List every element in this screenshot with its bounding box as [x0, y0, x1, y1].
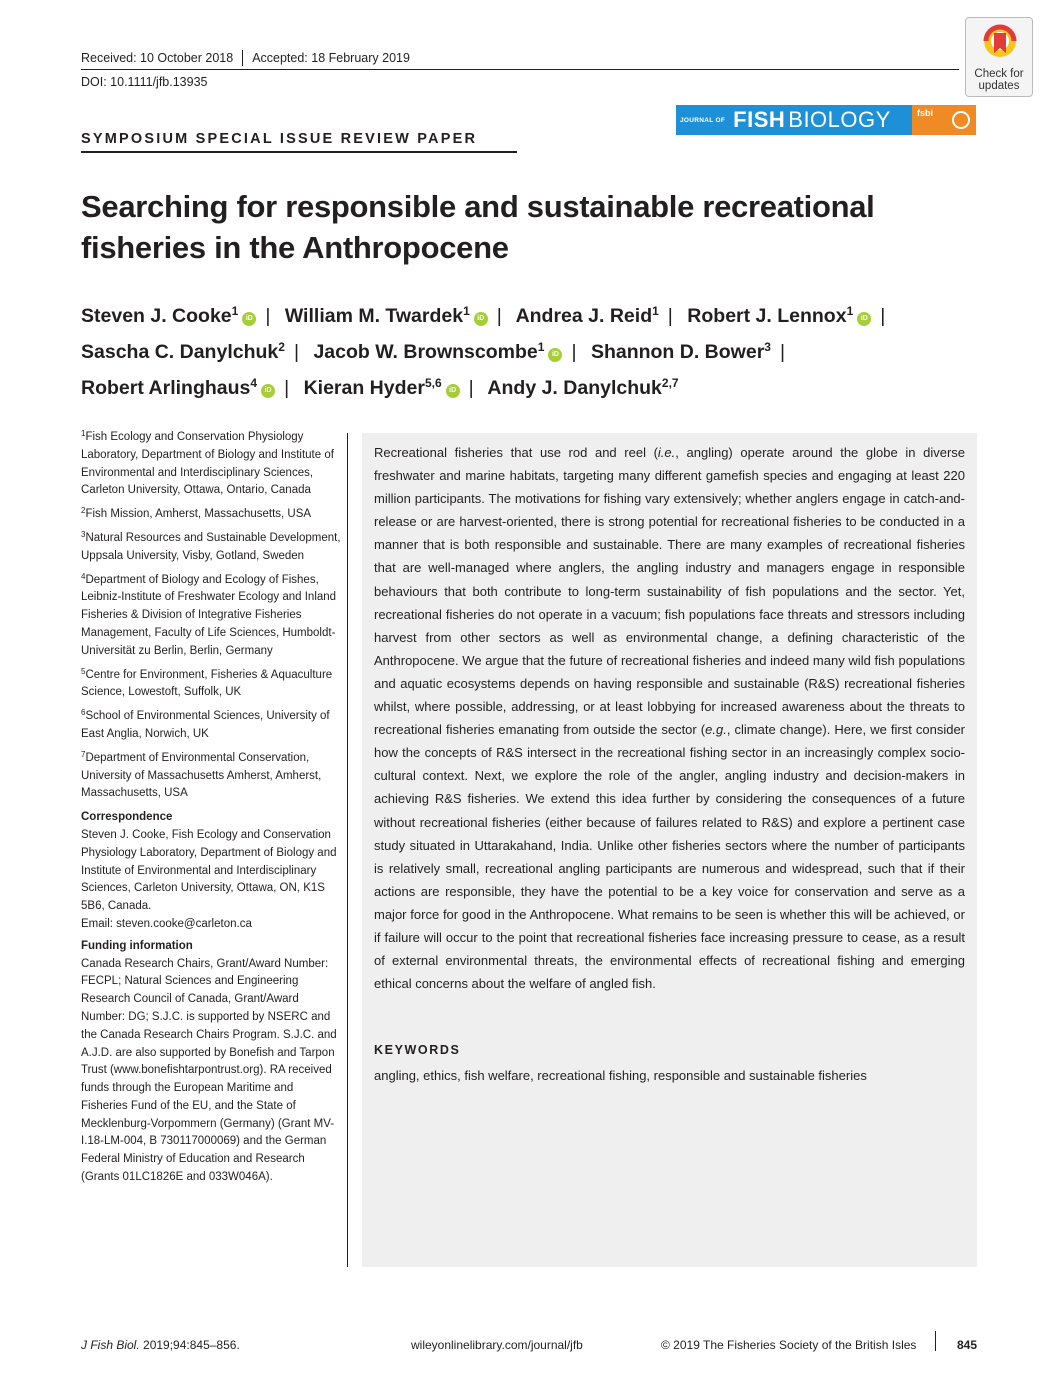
affiliation-number: 4 [81, 571, 86, 581]
affiliation-number: 1 [81, 429, 86, 438]
abstract [374, 441, 965, 995]
article-info-column [81, 429, 343, 1187]
date-separator [242, 50, 243, 66]
author-affil-sup: 1 [846, 304, 854, 318]
keywords-list: angling, ethics, fish welfare, recreational fishing, responsible and sustainable fisheries [374, 1068, 867, 1083]
section-rule [81, 151, 517, 153]
affiliation-number: 3 [81, 529, 86, 539]
affiliation-text: Department of Biology and Ecology of Fishes, Leibniz-Institute of Freshwater Ecology and Inland Fisheries & Division of Integrative Fisheries Management, Faculty of Life Sciences, Humboldt-Universität zu Berlin, Berlin, Germany [81, 573, 337, 657]
author-affil-sup: 5,6 [424, 376, 442, 390]
author-name: Steven J. Cooke [81, 305, 232, 327]
author[interactable] [304, 377, 460, 399]
orcid-icon[interactable]: iD [857, 312, 871, 326]
orcid-icon[interactable]: iD [548, 348, 562, 362]
orcid-icon[interactable]: iD [474, 312, 488, 326]
journal-fish-text: FISH [733, 107, 786, 132]
correspondence-email[interactable]: Email: steven.cooke@carleton.ca [81, 917, 252, 930]
check-updates-line2: updates [978, 80, 1020, 92]
author-name: Shannon D. Bower [590, 341, 765, 363]
abstract-part: , angling) operate around the globe in diverse freshwater and marine habitats, targeting many different gamefish species and engaging at least 220 million participants. The motivations for fishing vary extensively; whether anglers engage in catch-and-release or are harvest-oriented, there is strong potential for recreational fisheries to be conducted in a manner that is both responsible and sustainable. There are many examples of recreational fisheries that are well-managed where anglers, the angling industry and managers engage in responsible behaviours that both contribute to long-term sustainability of fish populations and the sector. Yet, recreational fisheries do not operate in a vacuum; fish populations face threats and stressors including harvest from other sectors as well as environmental change, a defining characteristic of the Anthropocene. We argue that the future of recreational fisheries and indeed many wild fish populations and aquatic ecosystems depends on having responsible and sustainable (R&S) recreational fisheries whilst, where possible, addressing, or at least lobbying for increased awareness about the threats to recreational fisheries emanating from outside the sector ( [374, 445, 965, 738]
author[interactable] [591, 341, 771, 363]
affiliation-text: Natural Resources and Sustainable Development, Uppsala University, Visby, Gotland, Sweden [81, 531, 341, 562]
received-date: Received: 10 October 2018 [81, 51, 234, 65]
journal-logo[interactable] [676, 105, 976, 135]
affiliation-text: School of Environmental Sciences, University of East Anglia, Norwich, UK [81, 710, 330, 740]
abstract-part: , climate change). Here, we first consider how the concepts of R&S intersect in the recreational fishing sector in an increasingly complex socio-cultural context. Next, we explore the role of the angler, angling industry and decision-makers in achieving R&S fisheries. We extend this idea further by considering the consequences of a future without recreational fisheries (either because of failures related to R&S) and explore a pertinent case study situated in Uttarakahand, India. Unlike other fisheries sectors where the number of participants is relatively small, recreational angling participants are numerous and widespread, such that if their actions are responsible, they have the potential to be a key voice for conservation and serve as a major force for good in the Anthropocene. What remains to be seen is whether this will be achieved, or if failure will occur to the point that recreational fisheries face increasing pressure to cease, as a result of external environmental threats, the environmental effects of recreational fishing and emerging ethical concerns about the welfare of angled fish. [374, 722, 966, 992]
fish-emblem-icon [952, 111, 970, 129]
society-logo [912, 105, 976, 135]
accepted-date: Accepted: 18 February 2019 [252, 51, 410, 65]
affiliation-number: 2 [81, 506, 86, 516]
author[interactable] [81, 377, 275, 399]
affiliation [81, 530, 343, 566]
affiliation [81, 429, 343, 500]
author-affil-sup: 4 [250, 376, 258, 390]
page-number: 845 [957, 1338, 978, 1352]
journal-biology-text: BIOLOGY [788, 107, 891, 132]
crossmark-icon [982, 23, 1018, 65]
affiliation-text: Fish Mission, Amherst, Massachusetts, USA [85, 508, 312, 521]
author-affil-sup: 1 [231, 304, 239, 318]
section-label: SYMPOSIUM SPECIAL ISSUE REVIEW PAPER [81, 131, 478, 147]
author-separator: | [880, 305, 886, 327]
header-rule [81, 69, 959, 70]
author-list [81, 298, 981, 406]
author[interactable] [285, 305, 488, 327]
doi[interactable]: DOI: 10.1111/jfb.13935 [81, 75, 208, 89]
abstract-italic: e.g. [705, 722, 727, 738]
author-separator: | [468, 377, 474, 399]
author-name: Robert Arlinghaus [81, 377, 251, 399]
keywords-heading: KEYWORDS [374, 1043, 461, 1057]
author-separator: | [571, 341, 577, 363]
correspondence-heading: Correspondence [81, 811, 173, 824]
author-separator: | [284, 377, 290, 399]
affiliation-number: 6 [81, 708, 86, 718]
check-updates-label [966, 68, 1032, 92]
affiliation [81, 572, 343, 661]
author-name: Sascha C. Danylchuk [81, 341, 279, 363]
check-updates-line1: Check for [974, 68, 1024, 80]
author-affil-sup: 1 [537, 340, 545, 354]
author-separator: | [667, 305, 673, 327]
affiliation [81, 667, 343, 703]
affiliation-text: Department of Environmental Conservation, University of Massachusetts Amherst, Amherst, Massachusetts, USA [81, 751, 322, 800]
author-affil-sup: 2 [278, 340, 285, 354]
journal-name-block [676, 105, 912, 135]
funding-heading: Funding information [81, 939, 193, 952]
abstract-part: Recreational fisheries that use rod and reel ( [374, 445, 658, 460]
author-name: Robert J. Lennox [687, 305, 847, 327]
author[interactable] [487, 377, 678, 399]
author[interactable] [81, 341, 285, 363]
author-name: Jacob W. Brownscombe [313, 341, 538, 363]
society-short-name: fsbi [917, 108, 934, 118]
affiliation [81, 506, 343, 524]
citation-journal: J Fish Biol. [81, 1338, 140, 1352]
affiliation [81, 708, 343, 744]
orcid-icon[interactable]: iD [261, 384, 275, 398]
author-affil-sup: 1 [652, 304, 659, 318]
article-dates [81, 50, 410, 66]
footer-copyright: © 2019 The Fisheries Society of the British Isles [661, 1338, 917, 1352]
footer-citation [81, 1338, 240, 1352]
column-divider [347, 433, 348, 1267]
author-name: Kieran Hyder [303, 377, 425, 399]
author-separator: | [779, 341, 786, 363]
affiliation-number: 5 [81, 666, 86, 676]
author[interactable] [687, 305, 871, 327]
abstract-italic: i.e. [657, 445, 676, 460]
correspondence-body: Steven J. Cooke, Fish Ecology and Conservation Physiology Laboratory, Department of Biology and Institute of Environmental and Interdisciplinary Sciences, Carleton University, Ottawa, ON, K1S 5B6, Canada. [81, 828, 337, 913]
affiliation [81, 750, 343, 803]
affiliation-text: Centre for Environment, Fisheries & Aquaculture Science, Lowestoft, Suffolk, UK [81, 668, 333, 699]
author-name: Andrea J. Reid [515, 305, 653, 327]
funding-body: Canada Research Chairs, Grant/Award Number: FECPL; Natural Sciences and Engineering Research Council of Canada, Grant/Award Number: DG; S.J.C. is supported by NSERC and the Canada Research Chairs Program. S.J.C. and A.J.D. are also supported by Bonefish and Tarpon Trust (www.bonefishtarpontrust.org). RA received funds through the European Maritime and Fisheries Fund of the EU, and the State of Mecklenburg-Vorpommern (Germany) (Grant MV-I.18-LM-004, B 730117000069) and the German Federal Ministry of Education and Research (Grants 01LC1826E and 033W046A). [81, 957, 337, 1184]
author-separator: | [265, 305, 271, 327]
orcid-icon[interactable]: iD [242, 312, 256, 326]
author[interactable] [516, 305, 659, 327]
footer-separator [935, 1331, 936, 1351]
author[interactable] [313, 341, 562, 363]
article-title: Searching for responsible and sustainable recreational fisheries in the Anthropocene [81, 189, 875, 265]
author-separator: | [496, 305, 502, 327]
journal-of-text: JOURNAL OF [680, 116, 726, 124]
author-name: Andy J. Danylchuk [487, 377, 662, 399]
author-affil-sup: 1 [463, 304, 470, 318]
author-name: William M. Twardek [284, 305, 464, 327]
author-affil-sup: 2,7 [661, 376, 679, 390]
citation-details: 2019;94:845–856. [139, 1338, 240, 1352]
author-affil-sup: 3 [764, 340, 771, 354]
footer-url[interactable]: wileyonlinelibrary.com/journal/jfb [411, 1338, 583, 1352]
affiliation-text: Fish Ecology and Conservation Physiology Laboratory, Department of Biology and Institute of Environmental and Interdisciplinary Sciences, Carleton University, Ottawa, Ontario, Canada [81, 431, 334, 497]
author[interactable] [81, 305, 256, 327]
author-separator: | [293, 341, 300, 363]
check-for-updates-badge[interactable] [965, 17, 1033, 97]
affiliation-number: 7 [81, 749, 86, 759]
orcid-icon[interactable]: iD [446, 384, 460, 398]
